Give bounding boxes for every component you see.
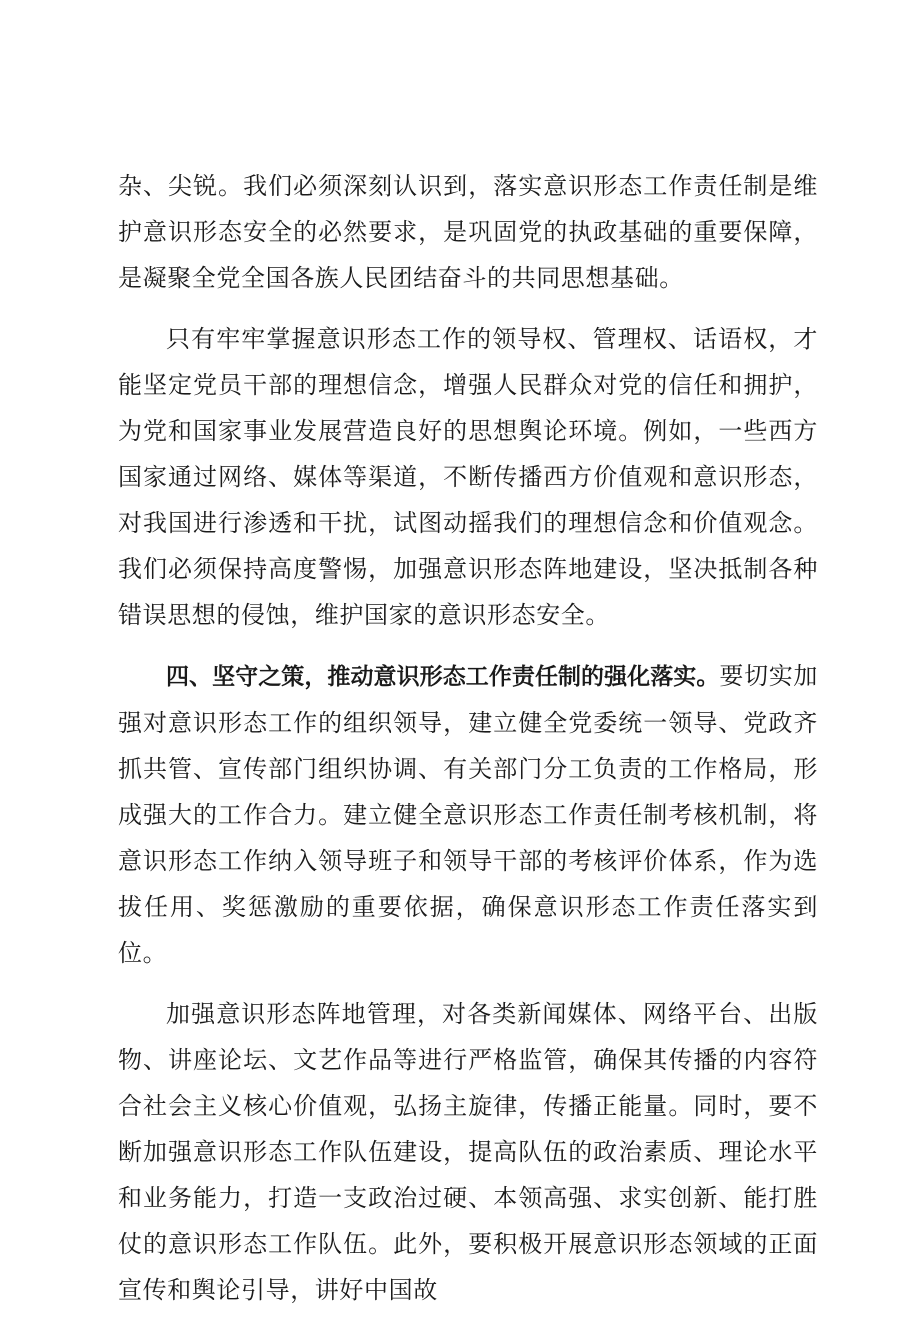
document-body xyxy=(118,163,818,1328)
paragraph: 加强意识形态阵地管理，对各类新闻媒体、网络平台、出版物、讲座论坛、文艺作品等进行严格监管，确保其传播的内容符合社会主义核心价值观，弘扬主旋律，传播正能量。同时，要不断加强意识形态工作队伍建设，提高队伍的政治素质、理论水平和业务能力，打造一支政治过硬、本领高强、求实创新、能打胜仗的意识形态工作队伍。此外，要积极开展意识形态领域的正面宣传和舆论引导，讲好中国故 xyxy=(118,1000,818,1304)
section-heading: 四、坚守之策，推动意识形态工作责任制的强化落实。 xyxy=(166,664,720,690)
paragraph-text: 要切实加强对意识形态工作的组织领导，建立健全党委统一领导、党政齐抓共管、宣传部门组织协调、有关部门分工负责的工作格局，形成强大的工作合力。建立健全意识形态工作责任制考核机制，将意识形态工作纳入领导班子和领导干部的考核评价体系，作为选拔任用、奖惩激励的重要依据，确保意识形态工作责任落实到位。 xyxy=(118,662,818,967)
paragraph-section-four xyxy=(118,653,818,976)
paragraph: 只有牢牢掌握意识形态工作的领导权、管理权、话语权，才能坚定党员干部的理想信念，增强人民群众对党的信任和拥护，为党和国家事业发展营造良好的思想舆论环境。例如，一些西方国家通过网络、媒体等渠道，不断传播西方价值观和意识形态，对我国进行渗透和干扰，试图动摇我们的理想信念和价值观念。我们必须保持高度警惕，加强意识形态阵地建设，坚决抵制各种错误思想的侵蚀，维护国家的意识形态安全。 xyxy=(118,325,818,629)
paragraph-continuation: 杂、尖锐。我们必须深刻认识到，落实意识形态工作责任制是维护意识形态安全的必然要求，是巩固党的执政基础的重要保障，是凝聚全党全国各族人民团结奋斗的共同思想基础。 xyxy=(118,172,818,292)
